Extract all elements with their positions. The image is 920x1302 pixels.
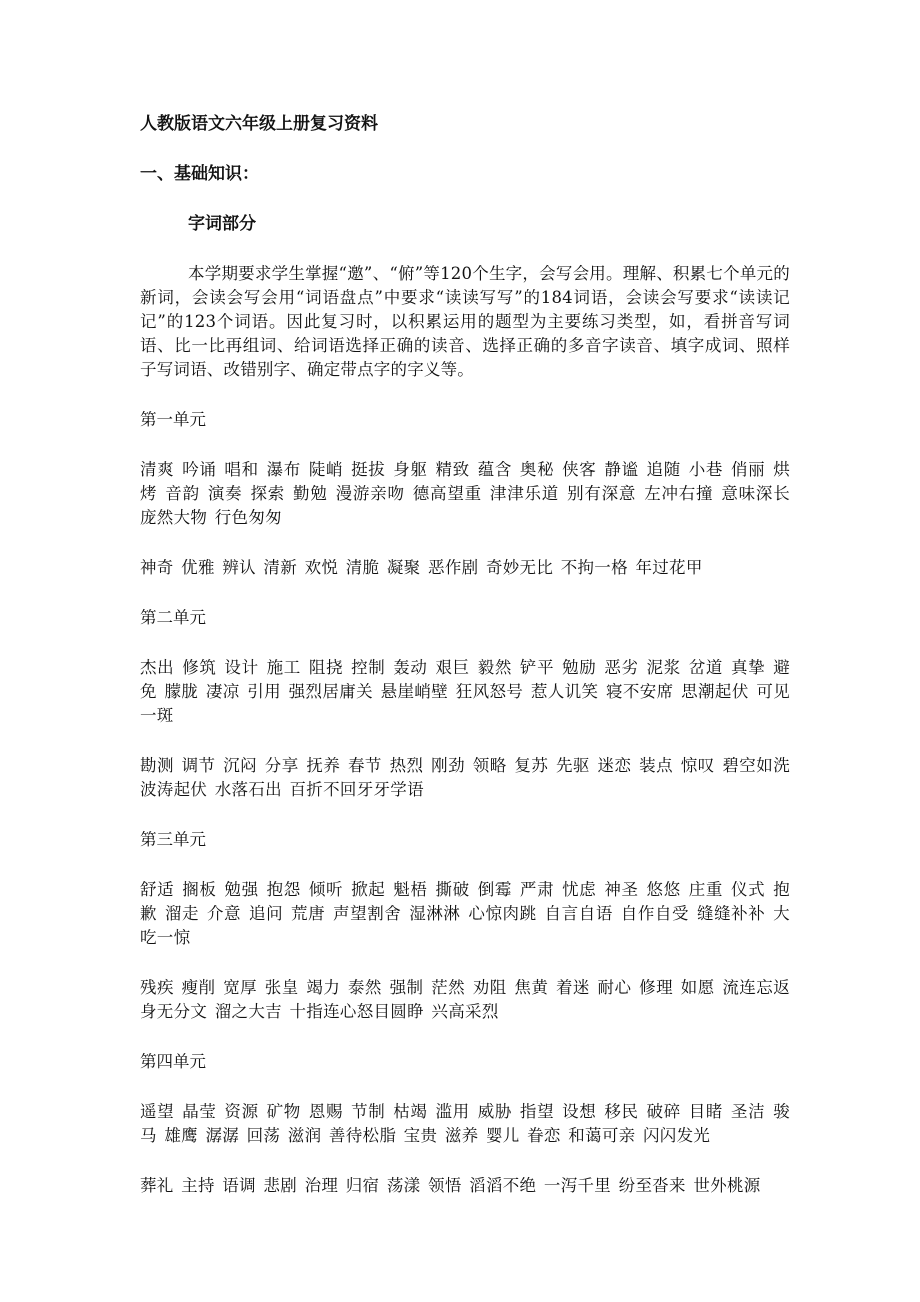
unit-3-word-list-2: 残疾 瘦削 宽厚 张皇 竭力 泰然 强制 茫然 劝阻 焦黄 着迷 耐心 修理 如愿 流连忘返 身无分文 溜之大吉 十指连心怒目圆睁 兴高采烈	[140, 978, 790, 1021]
unit-title-3: 第三单元	[140, 830, 206, 849]
unit-1-word-list-1: 清爽 吟诵 唱和 瀑布 陡峭 挺拔 身躯 精致 蕴含 奥秘 侠客 静谧 追随 小巷 俏丽 烘烤 音韵 演奏 探索 勤勉 漫游亲吻 德高望重 津津乐道 别有深意 左冲右撞 意味深长 庞然大物 行色匆匆	[140, 460, 790, 527]
unit-3-word-list-1: 舒适 搁板 勉强 抱怨 倾听 掀起 魁梧 撕破 倒霉 严肃 忧虑 神圣 悠悠 庄重 仪式 抱歉 溜走 介意 追问 荒唐 声望割舍 湿淋淋 心惊肉跳 自言自语 自作自受 缝缝补补 大吃一惊	[140, 880, 790, 947]
unit-4-word-list-2: 葬礼 主持 语调 悲剧 治理 归宿 荡漾 领悟 滔滔不绝 一泻千里 纷至沓来 世外桃源	[140, 1176, 761, 1195]
unit-title-1: 第一单元	[140, 410, 206, 429]
unit-title-4: 第四单元	[140, 1052, 206, 1071]
unit-2-word-list-1: 杰出 修筑 设计 施工 阻挠 控制 轰动 艰巨 毅然 铲平 勉励 恶劣 泥浆 岔道 真挚 避免 朦胧 凄凉 引用 强烈居庸关 悬崖峭壁 狂风怒号 惹人讥笑 寝不安席 思潮起伏 可见一斑	[140, 658, 790, 725]
document-title: 人教版语文六年级上册复习资料	[140, 114, 378, 134]
unit-title-2: 第二单元	[140, 608, 206, 627]
section-heading-basics: 一、基础知识：	[140, 164, 259, 184]
document-content	[140, 112, 790, 1224]
unit-2-word-list-2: 勘测 调节 沉闷 分享 抚养 春节 热烈 刚劲 领略 复苏 先驱 迷恋 装点 惊叹 碧空如洗 波涛起伏 水落石出 百折不回牙牙学语	[140, 756, 790, 799]
unit-1-word-list-2: 神奇 优雅 辨认 清新 欢悦 清脆 凝聚 恶作剧 奇妙无比 不拘一格 年过花甲	[140, 558, 703, 577]
sub-heading-vocabulary: 字词部分	[188, 214, 256, 234]
intro-paragraph: 本学期要求学生掌握“邀”、“俯”等120个生字，会写会用。理解、积累七个单元的新词，会读会写会用“词语盘点”中要求“读读写写”的184词语，会读会写要求“读读记记”的123个词语。因此复习时，以积累运用的题型为主要练习类型，如，看拼音写词语、比一比再组词、给词语选择正确的读音、选择正确的多音字读音、填字成词、照样子写词语、改错别字、确定带点字的字义等。	[140, 264, 790, 379]
unit-4-word-list-1: 遥望 晶莹 资源 矿物 恩赐 节制 枯竭 滥用 威胁 指望 设想 移民 破碎 目睹 圣洁 骏马 雄鹰 潺潺 回荡 滋润 善待松脂 宝贵 滋养 婴儿 眷恋 和蔼可亲 闪闪发光	[140, 1102, 790, 1145]
